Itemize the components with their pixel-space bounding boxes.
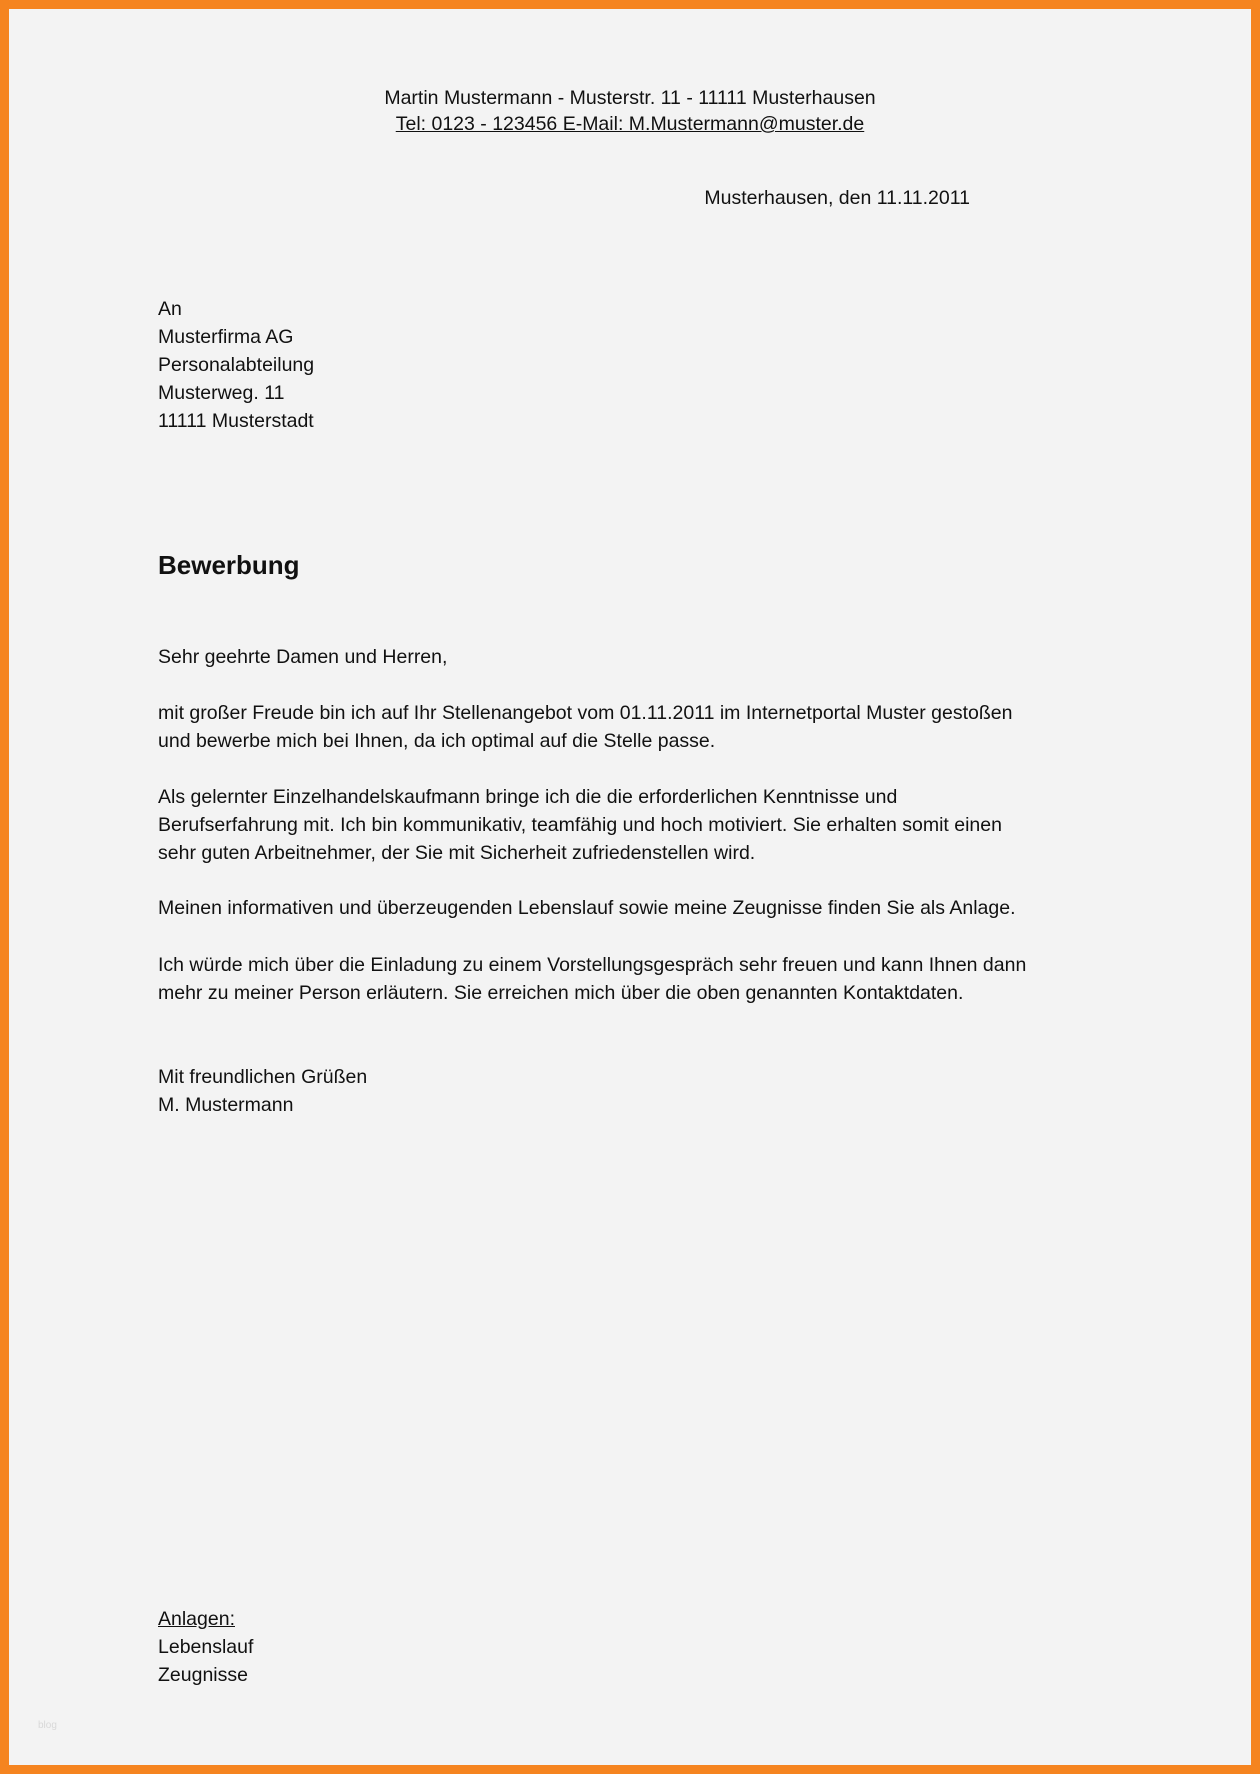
closing: Mit freundlichen Grüßen <box>158 1066 368 1088</box>
sender-contact: Tel: 0123 - 123456 E-Mail: M.Mustermann@muster.de <box>395 113 865 135</box>
sender-line: Martin Mustermann - Musterstr. 11 - 11111 Musterhausen <box>384 87 876 109</box>
paragraph-line: sehr guten Arbeitnehmer, der Sie mit Sicherheit zufriedenstellen wird. <box>158 842 756 864</box>
paragraph-line: und bewerbe mich bei Ihnen, da ich optimal auf die Stelle passe. <box>158 730 716 752</box>
recipient-0: An <box>158 298 182 320</box>
salutation: Sehr geehrte Damen und Herren, <box>158 646 448 668</box>
recipient-1: Musterfirma AG <box>158 326 294 348</box>
recipient-4: 11111 Musterstadt <box>158 410 314 432</box>
signature: M. Mustermann <box>158 1094 294 1116</box>
date-line: Musterhausen, den 11.11.2011 <box>704 187 970 209</box>
attachment-item: Zeugnisse <box>158 1664 248 1686</box>
attachment-item: Lebenslauf <box>158 1636 254 1658</box>
subject-heading: Bewerbung <box>158 550 300 580</box>
paragraph-line: mehr zu meiner Person erläutern. Sie erreichen mich über die oben genannten Kontaktdaten. <box>158 982 964 1004</box>
watermark: blog <box>38 1720 57 1731</box>
attachments-label: Anlagen: <box>158 1608 235 1630</box>
paragraph-line: Ich würde mich über die Einladung zu einem Vorstellungsgespräch sehr freuen und kann Ihnen dann <box>158 954 1027 976</box>
recipient-3: Musterweg. 11 <box>158 382 285 404</box>
paragraph-line: Als gelernter Einzelhandelskaufmann bringe ich die die erforderlichen Kenntnisse und <box>158 786 898 808</box>
paragraph-line: mit großer Freude bin ich auf Ihr Stellenangebot vom 01.11.2011 im Internetportal Muster gestoßen <box>158 702 1013 724</box>
paragraph-line: Meinen informativen und überzeugenden Lebenslauf sowie meine Zeugnisse finden Sie als Anlage. <box>158 897 1016 919</box>
paragraph-line: Berufserfahrung mit. Ich bin kommunikativ, teamfähig und hoch motiviert. Sie erhalten somit einen <box>158 814 1002 836</box>
recipient-2: Personalabteilung <box>158 354 315 376</box>
